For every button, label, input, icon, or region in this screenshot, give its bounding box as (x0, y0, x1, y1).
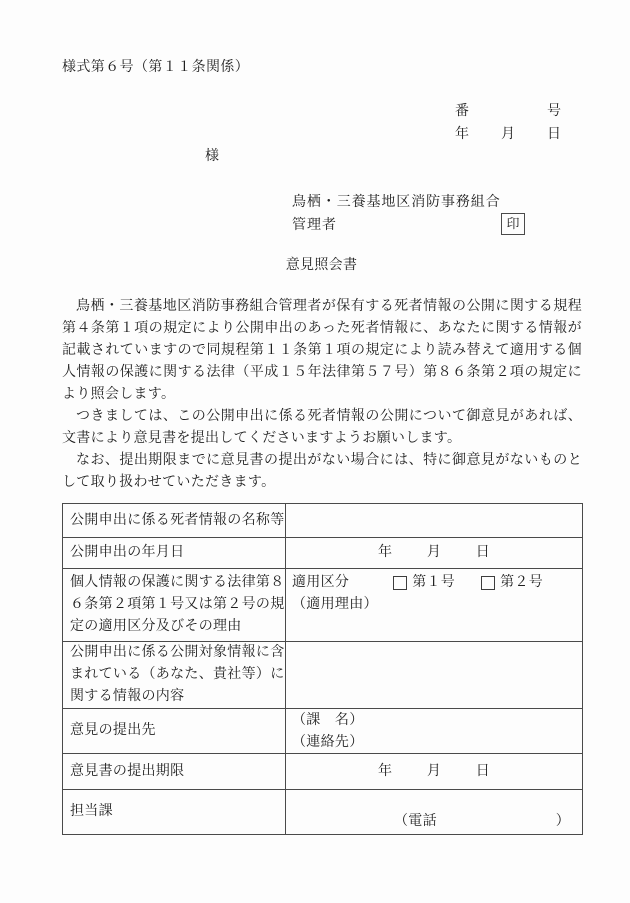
row-label: 個人情報の保護に関する法律第８６条第２項第１号又は第２号の規定の適用区分及びその理由 (70, 575, 285, 634)
option2-label: 第２号 (500, 575, 544, 590)
document-title: 意見照会書 (285, 258, 358, 273)
year-label: 年 (378, 545, 393, 560)
form-table (62, 503, 583, 835)
year-label: 年 (378, 763, 393, 779)
ref-number-suffix: 号 (547, 104, 561, 119)
paragraph-1: 鳥栖・三養基地区消防事務組合管理者が保有する死者情報の公開に関する規程第４条第１項の規定により公開申出のあった死者情報に、あなたに関する情報が記載されていますので同規程第１１条第１項の規定により読み替えて適用する個人情報の保護に関する法律（平成１５年法律第５７号）第８６条第２項の規定により照会します。 (62, 299, 582, 402)
apply-reason-label: （適用理由） (292, 597, 378, 612)
row-label: 意見の提出先 (70, 723, 156, 738)
day-label: 日 (547, 127, 561, 142)
target-info-content-field (286, 642, 582, 708)
addressee-honorific: 様 (205, 149, 219, 164)
table-row-apply-category (63, 569, 582, 642)
body-paragraphs (62, 296, 582, 494)
row-label: 意見書の提出期限 (70, 763, 185, 779)
department-field (286, 790, 582, 834)
contact-label: （連絡先） (292, 735, 364, 750)
phone-open-label: （電話 (394, 814, 437, 829)
row-label: 公開申出に係る公開対象情報に含まれている（あなた、貴社等）に関する情報の内容 (70, 645, 285, 704)
seal-box (501, 213, 525, 235)
opinion-deadline-field (286, 754, 582, 789)
day-label: 日 (475, 763, 490, 779)
month-label: 月 (426, 545, 442, 560)
checkbox-option2-icon (481, 576, 495, 590)
option1-label: 第１号 (412, 575, 456, 590)
reference-number-line (455, 102, 561, 122)
month-label: 月 (501, 127, 515, 142)
table-row-application-date (63, 538, 582, 569)
checkbox-option1-icon (393, 576, 407, 590)
form-number: 様式第６号（第１１条関係） (62, 60, 250, 75)
row-label: 公開申出の年月日 (70, 545, 185, 560)
table-row-opinion-deadline (63, 754, 582, 790)
section-name-label: （課 名） (292, 713, 364, 728)
day-label: 日 (475, 545, 490, 560)
apply-category-label: 適用区分 (292, 575, 350, 590)
issuer-title: 管理者 (292, 218, 337, 233)
ref-number-prefix: 番 (455, 104, 469, 119)
row-label: 担当課 (70, 804, 113, 819)
table-row-opinion-submit-to (63, 709, 582, 754)
row-label: 公開申出に係る死者情報の名称等 (70, 512, 285, 528)
table-row-target-info-content (63, 642, 582, 709)
issuer-organization: 鳥栖・三養基地区消防事務組合 (292, 195, 501, 210)
deceased-info-name-field (286, 504, 582, 537)
phone-line (394, 813, 570, 831)
phone-close-label: ） (555, 814, 570, 829)
issue-date-line (455, 125, 561, 145)
paragraph-3: なお、提出期限までに意見書の提出がない場合には、特に御意見がないものとして取り扱わせていただきます。 (62, 453, 582, 490)
month-label: 月 (426, 763, 442, 779)
apply-category-field (286, 569, 582, 641)
table-row-department (63, 790, 582, 834)
table-row-deceased-info-name (63, 504, 582, 538)
year-label: 年 (455, 127, 469, 142)
seal-character: 印 (506, 216, 520, 231)
paragraph-2: つきましては、この公開申出に係る死者情報の公開について御意見があれば、文書により意見書を提出してくださいますようお願いします。 (62, 409, 582, 446)
application-date-field (286, 538, 582, 568)
opinion-submit-to-field (286, 709, 582, 753)
